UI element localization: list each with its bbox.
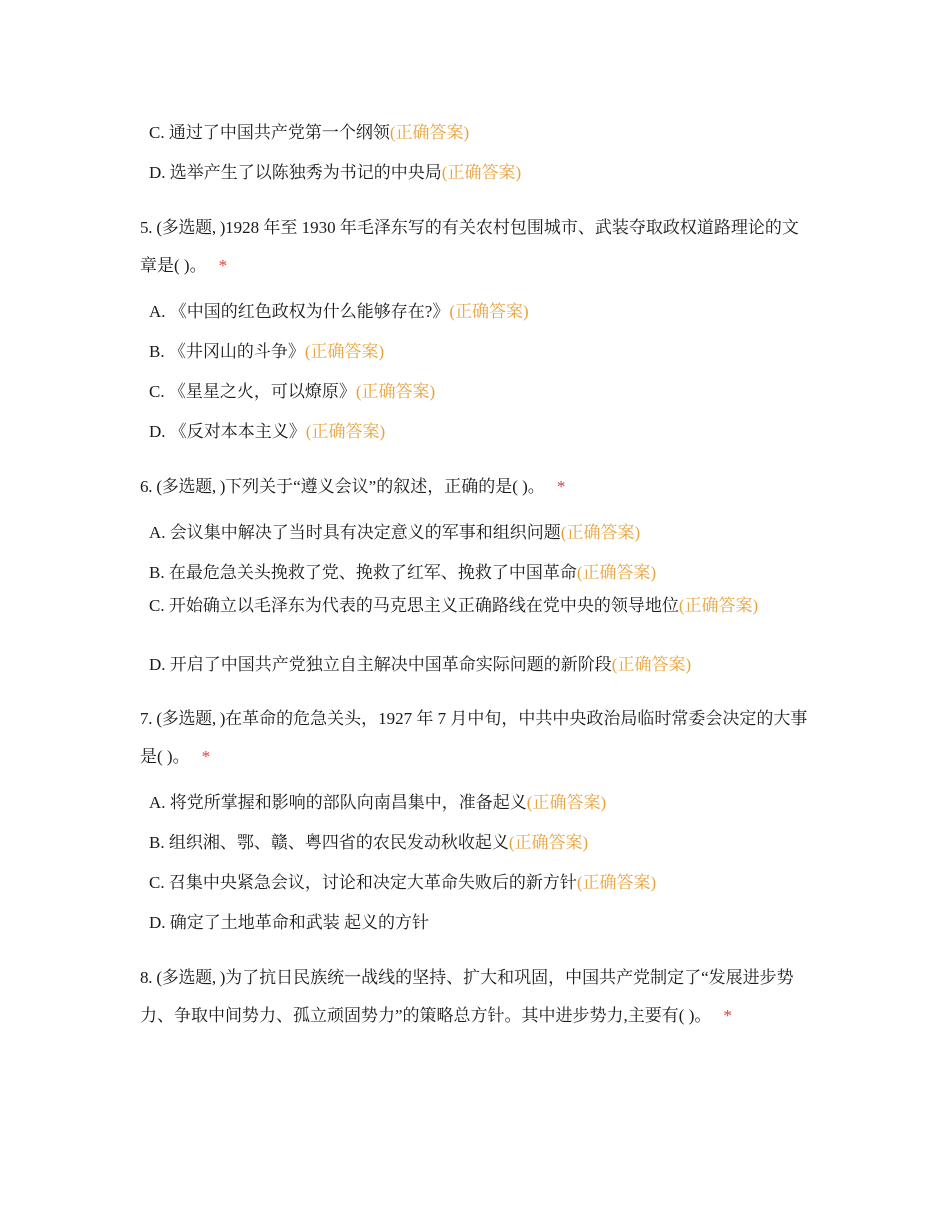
option-letter: D. (149, 913, 166, 932)
option-letter: A. (149, 302, 166, 321)
q7-option-a (149, 792, 809, 814)
correct-answer-tag: (正确答案) (526, 793, 607, 812)
q7-option-d (149, 912, 809, 934)
correct-answer-tag: (正确答案) (678, 596, 759, 615)
option-text: 将党所掌握和影响的部队向南昌集中，准备起义 (169, 793, 527, 812)
q4-option-c (149, 122, 809, 144)
option-text: 开始确立以毛泽东为代表的马克思主义正确路线在党中央的领导地位 (168, 596, 679, 615)
option-letter: D. (149, 422, 166, 441)
correct-answer-tag: (正确答案) (305, 422, 386, 441)
option-text: 《反对本本主义》 (169, 422, 306, 441)
option-text: 会议集中解决了当时具有决定意义的军事和组织问题 (169, 523, 561, 542)
option-letter: C. (149, 596, 165, 615)
option-text: 确定了土地革命和武装 起义的方针 (169, 913, 430, 932)
required-mark: * (218, 256, 228, 275)
correct-answer-tag: (正确答案) (441, 163, 522, 182)
question-text: 1928 年至 1930 年毛泽东写的有关农村包围城市、武装夺取政权道路理论的文章是( )。 (140, 218, 799, 275)
q5-option-c (149, 381, 809, 403)
question-7-stem (140, 700, 815, 776)
required-mark: * (556, 477, 566, 496)
q6-option-a (149, 522, 809, 544)
option-letter: A. (149, 523, 166, 542)
q6-option-c (149, 594, 799, 617)
option-letter: D. (149, 655, 166, 674)
question-text: 下列关于“遵义会议”的叙述，正确的是( )。 (225, 477, 545, 496)
required-mark: * (201, 747, 211, 766)
q6-option-d (149, 654, 809, 676)
q5-option-b (149, 341, 809, 363)
option-text: 在最危急关头挽救了党、挽救了红军、挽救了中国革命 (168, 563, 577, 582)
option-text: 组织湘、鄂、赣、粤四省的农民发动秋收起义 (168, 833, 509, 852)
q7-option-c (149, 872, 809, 894)
option-letter: C. (149, 873, 165, 892)
question-8-stem (140, 959, 815, 1035)
option-letter: B. (149, 342, 165, 361)
option-letter: D. (149, 163, 166, 182)
correct-answer-tag: (正确答案) (576, 563, 657, 582)
option-text: 通过了中国共产党第一个纲领 (168, 123, 390, 142)
question-5-stem (140, 209, 815, 285)
required-mark: * (723, 1006, 732, 1025)
question-type: (多选题, ) (156, 477, 226, 496)
option-text: 开启了中国共产党独立自主解决中国革命实际问题的新阶段 (169, 655, 612, 674)
q6-option-b (149, 562, 809, 584)
option-letter: A. (149, 793, 166, 812)
question-text: 为了抗日民族统一战线的坚持、扩大和巩固，中国共产党制定了“发展进步势力、争取中间势力、孤立顽固势力”的策略总方针。其中进步势力,主要有( )。 (140, 968, 794, 1025)
option-letter: B. (149, 563, 165, 582)
question-type: (多选题, ) (156, 709, 226, 728)
correct-answer-tag: (正确答案) (355, 382, 436, 401)
option-letter: B. (149, 833, 165, 852)
q5-option-a (149, 301, 809, 323)
option-text: 《井冈山的斗争》 (168, 342, 305, 361)
q4-option-d (149, 162, 809, 184)
option-text: 《星星之火，可以燎原》 (168, 382, 356, 401)
option-letter: C. (149, 123, 165, 142)
correct-answer-tag: (正确答案) (508, 833, 589, 852)
question-number: 8. (140, 968, 153, 987)
correct-answer-tag: (正确答案) (304, 342, 385, 361)
option-text: 选举产生了以陈独秀为书记的中央局 (169, 163, 442, 182)
question-type: (多选题, ) (156, 968, 226, 987)
correct-answer-tag: (正确答案) (389, 123, 470, 142)
correct-answer-tag: (正确答案) (576, 873, 657, 892)
question-text: 在革命的危急关头，1927 年 7 月中旬，中共中央政治局临时常委会决定的大事是( )。 (140, 709, 808, 766)
correct-answer-tag: (正确答案) (611, 655, 692, 674)
q7-option-b (149, 832, 809, 854)
question-6-stem (140, 468, 815, 506)
option-text: 《中国的红色政权为什么能够存在?》 (169, 302, 450, 321)
correct-answer-tag: (正确答案) (560, 523, 641, 542)
question-number: 6. (140, 477, 153, 496)
option-text: 召集中央紧急会议，讨论和决定大革命失败后的新方针 (168, 873, 577, 892)
option-letter: C. (149, 382, 165, 401)
question-type: (多选题, ) (156, 218, 226, 237)
question-number: 7. (140, 709, 153, 728)
correct-answer-tag: (正确答案) (449, 302, 529, 321)
q5-option-d (149, 421, 809, 443)
question-number: 5. (140, 218, 153, 237)
